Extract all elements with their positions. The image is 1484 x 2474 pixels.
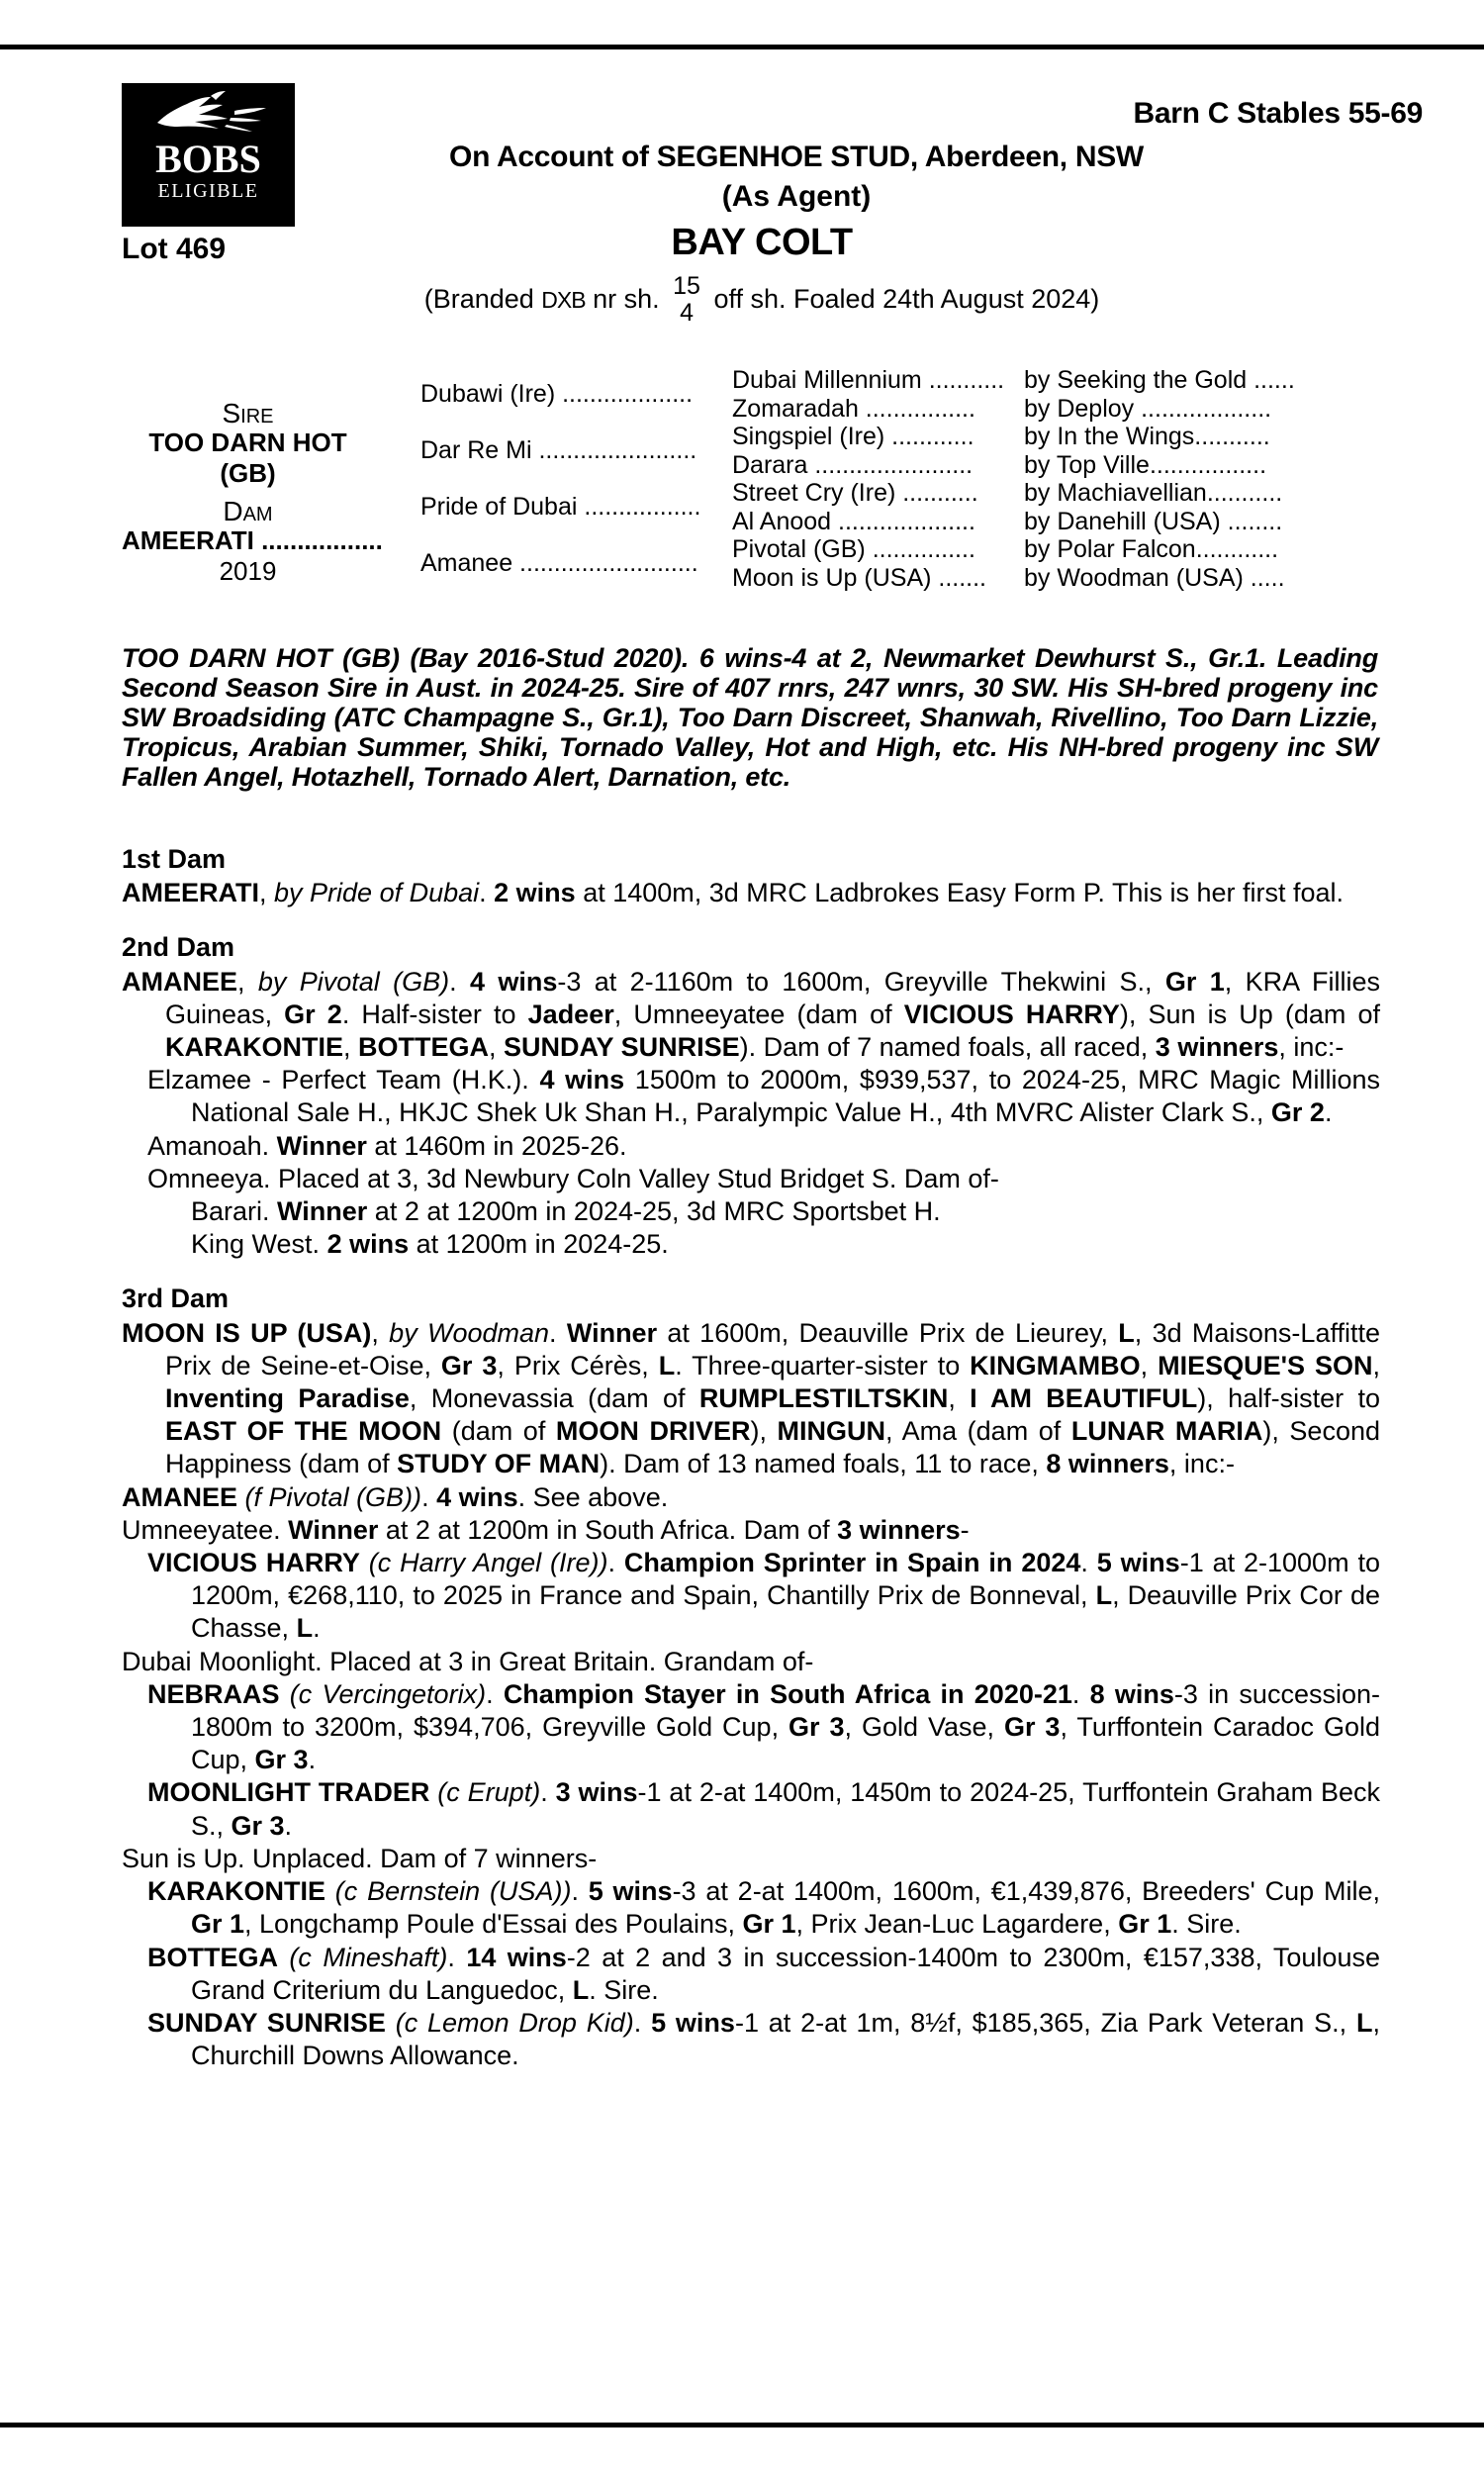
third-dam-progeny-item: MOONLIGHT TRADER (c Erupt). 3 wins-1 at 2-at 1400m, 1450m to 2024-25, Turffontein Graham Beck S., Gr 3. — [147, 1777, 1380, 1841]
pedigree-gen2-item: Dar Re Mi ....................... — [420, 436, 697, 464]
brand-suffix: off sh. Foaled 24th August 2024) — [713, 284, 1100, 315]
second-dam-progeny-item: Elzamee - Perfect Team (H.K.). 4 wins 1500m to 2000m, $939,537, to 2024-25, MRC Magic Millions National Sale H., HKJC Shek Uk Shan H., Paralympic Value H., 4th MVRC Alister Clark S., Gr 2. — [147, 1065, 1380, 1128]
pedigree-gen4-item: by Danehill (USA) ........ — [1024, 507, 1283, 535]
third-dam-progeny-item: BOTTEGA (c Mineshaft). 14 wins-2 at 2 and 3 in succession-1400m to 2300m, €157,338, Toulouse Grand Criterium du Languedoc, L. Sire. — [147, 1942, 1380, 2005]
sire-name: TOO DARN HOT (GB) — [148, 428, 347, 488]
third-dam-paragraph: MOON IS UP (USA), by Woodman. Winner at 1600m, Deauville Prix de Lieurey, L, 3d Maisons-Laffitte Prix de Seine-et-Oise, Gr 3, Prix Cérès, L. Three-quarter-sister to KINGMAMBO, MIESQUE'S SON, Inventing Paradise, Monevassia (dam of RUMPLESTILTSKIN, I AM BEAUTIFUL), half-sister to EAST OF THE MOON (dam of MOON DRIVER), MINGUN, Ama (dam of LUNAR MARIA), Second Happiness (dam of STUDY OF MAN). Dam of 13 named foals, 11 to race, 8 winners, inc:- — [122, 1317, 1381, 1479]
page-header — [0, 51, 1484, 348]
pedigree-gen3-item: Al Anood .................... — [732, 507, 975, 535]
third-dam-progeny-item: VICIOUS HARRY (c Harry Angel (Ire)). Champion Sprinter in Spain in 2024. 5 wins-1 at 2-1000m to 1200m, €268,110, to 2025 in France and Spain, Chantilly Prix de Bonneval, L, Deauville Prix Cor de Chasse, L. — [147, 1548, 1380, 1644]
brand-prefix: (Branded — [423, 284, 534, 315]
pedigree-gen3-item: Zomaradah ................ — [732, 394, 975, 423]
pedigree-col-great-grandparents — [732, 366, 1019, 592]
third-dam-progeny-item: KARAKONTIE (c Bernstein (USA)). 5 wins-3 at 2-at 1400m, 1600m, €1,439,876, Breeders' Cup Mile, Gr 1, Longchamp Poule d'Essai des Poulains, Gr 1, Prix Jean-Luc Lagardere, Gr 1. Sire. — [147, 1876, 1380, 1940]
pedigree-col-sires-of — [1024, 366, 1380, 592]
pedigree-notes — [122, 843, 1380, 2072]
bottom-divider-rule — [0, 2423, 1484, 2427]
second-dam-progeny-item: Barari. Winner at 2 at 1200m in 2024-25, 3d MRC Sportsbet H. — [191, 1196, 941, 1227]
first-dam-heading: 1st Dam — [122, 844, 227, 874]
second-dam-paragraph: AMANEE, by Pivotal (GB). 4 wins-3 at 2-1160m to 1600m, Greyville Thekwini S., Gr 1, KRA Fillies Guineas, Gr 2. Half-sister to Jadeer, Umneeyatee (dam of VICIOUS HARRY), Sun is Up (dam of KARAKONTIE, BOTTEGA, SUNDAY SUNRISE). Dam of 7 named foals, all raced, 3 winners, inc:- — [122, 966, 1380, 1063]
third-dam-progeny-item: Dubai Moonlight. Placed at 3 in Great Britain. Grandam of- — [122, 1646, 814, 1676]
pedigree-gen2-item: Pride of Dubai ................. — [420, 493, 701, 521]
pedigree-gen3-item: Dubai Millennium ........... — [732, 366, 1005, 394]
pedigree-gen3-item: Singspiel (Ire) ............ — [732, 423, 974, 450]
catalogue-page — [0, 51, 1484, 2071]
branding-line — [0, 272, 1484, 327]
brand-mark: DXB — [541, 287, 586, 314]
pedigree-gen4-item: by Polar Falcon............ — [1024, 535, 1279, 563]
bobs-logo-word: BOBS — [155, 137, 261, 181]
dam-label: Dam — [223, 496, 273, 526]
pedigree-gen3-item: Darara ....................... — [732, 450, 974, 479]
third-dam-progeny-item: Umneeyatee. Winner at 2 at 1200m in South Africa. Dam of 3 winners- — [122, 1514, 970, 1545]
dam-year: 2019 — [219, 556, 277, 586]
second-dam-progeny-item: King West. 2 wins at 1200m in 2024-25. — [191, 1229, 669, 1260]
brand-fraction — [673, 274, 700, 326]
sire-summary-paragraph: TOO DARN HOT (GB) (Bay 2016-Stud 2020). 6 wins-4 at 2, Newmarket Dewhurst S., Gr.1. Leading Second Season Sire in Aust. in 2024-25. Sire of 407 rnrs, 247 wnrs, 30 SW. His SH-bred progeny inc SW Broadsiding (ATC Champagne S., Gr.1), Too Darn Discreet, Shanwah, Rivellino, Too Darn Lizzie, Tropicus, Arabian Summer, Shiki, Tornado Valley, Hot and High, etc. His NH-bred progeny inc SW Fallen Angel, Hotazhell, Tornado Alert, Darnation, etc. — [122, 643, 1378, 792]
pedigree-gen4-item: by In the Wings........... — [1024, 423, 1270, 450]
third-dam-heading: 3rd Dam — [122, 1284, 230, 1314]
pedigree-col-grandparents — [420, 366, 727, 592]
pedigree-gen4-item: by Top Ville................. — [1024, 450, 1267, 479]
first-dam-paragraph: AMEERATI, by Pride of Dubai. 2 wins at 1400m, 3d MRC Ladbrokes Easy Form P. This is her first foal. — [122, 878, 1345, 908]
pedigree-gen3-item: Moon is Up (USA) ....... — [732, 563, 987, 592]
third-dam-progeny-item: AMANEE (f Pivotal (GB)). 4 wins. See above. — [122, 1481, 669, 1512]
pedigree-table — [0, 366, 1484, 628]
third-dam-progeny-item: SUNDAY SUNRISE (c Lemon Drop Kid). 5 wins-1 at 2-at 1m, 8½f, $185,365, Zia Park Veteran S., L, Churchill Downs Allowance. — [147, 2007, 1380, 2071]
barn-stables-label: Barn C Stables 55-69 — [1133, 97, 1423, 130]
third-dam-progeny-item: Sun is Up. Unplaced. Dam of 7 winners- — [122, 1843, 598, 1873]
sire-label: Sire — [222, 398, 274, 428]
pedigree-gen4-item: by Deploy ................... — [1024, 394, 1272, 423]
second-dam-heading: 2nd Dam — [122, 932, 235, 963]
pedigree-gen4-item: by Woodman (USA) ..... — [1024, 563, 1285, 592]
page-title: BAY COLT — [671, 222, 853, 263]
horse-head-icon — [149, 89, 268, 141]
brand-middle: nr sh. — [593, 284, 660, 315]
pedigree-gen4-item: by Seeking the Gold ...... — [1024, 366, 1295, 394]
brand-fraction-numerator: 15 — [673, 272, 700, 300]
second-dam-progeny-item: Amanoah. Winner at 1460m in 2025-26. — [147, 1130, 627, 1161]
pedigree-gen3-item: Street Cry (Ire) ........... — [732, 479, 978, 507]
third-dam-progeny-item: NEBRAAS (c Vercingetorix). Champion Stayer in South Africa in 2020-21. 8 wins-3 in succession-1800m to 3200m, $394,706, Greyville Gold Cup, Gr 3, Gold Vase, Gr 3, Turffontein Caradoc Gold Cup, Gr 3. — [147, 1678, 1381, 1775]
brand-fraction-denominator: 4 — [680, 299, 695, 327]
top-divider-rule — [0, 45, 1484, 49]
dam-name: AMEERATI ................. — [122, 525, 383, 555]
pedigree-gen2-item: Dubawi (Ire) ................... — [420, 380, 694, 408]
second-dam-progeny-item: Omneeya. Placed at 3, 3d Newbury Coln Valley Stud Bridget S. Dam of- — [147, 1163, 999, 1193]
account-of-label: On Account of SEGENHOE STUD, Aberdeen, NSW — [449, 141, 1144, 173]
lot-number: Lot 469 — [122, 233, 227, 265]
pedigree-gen2-item: Amanee .......................... — [420, 549, 698, 577]
pedigree-gen3-item: Pivotal (GB) ............... — [732, 535, 975, 563]
pedigree-gen4-item: by Machiavellian........... — [1024, 479, 1283, 507]
bobs-logo-subtitle: ELIGIBLE — [157, 180, 259, 202]
as-agent-label: (As Agent) — [721, 180, 872, 213]
